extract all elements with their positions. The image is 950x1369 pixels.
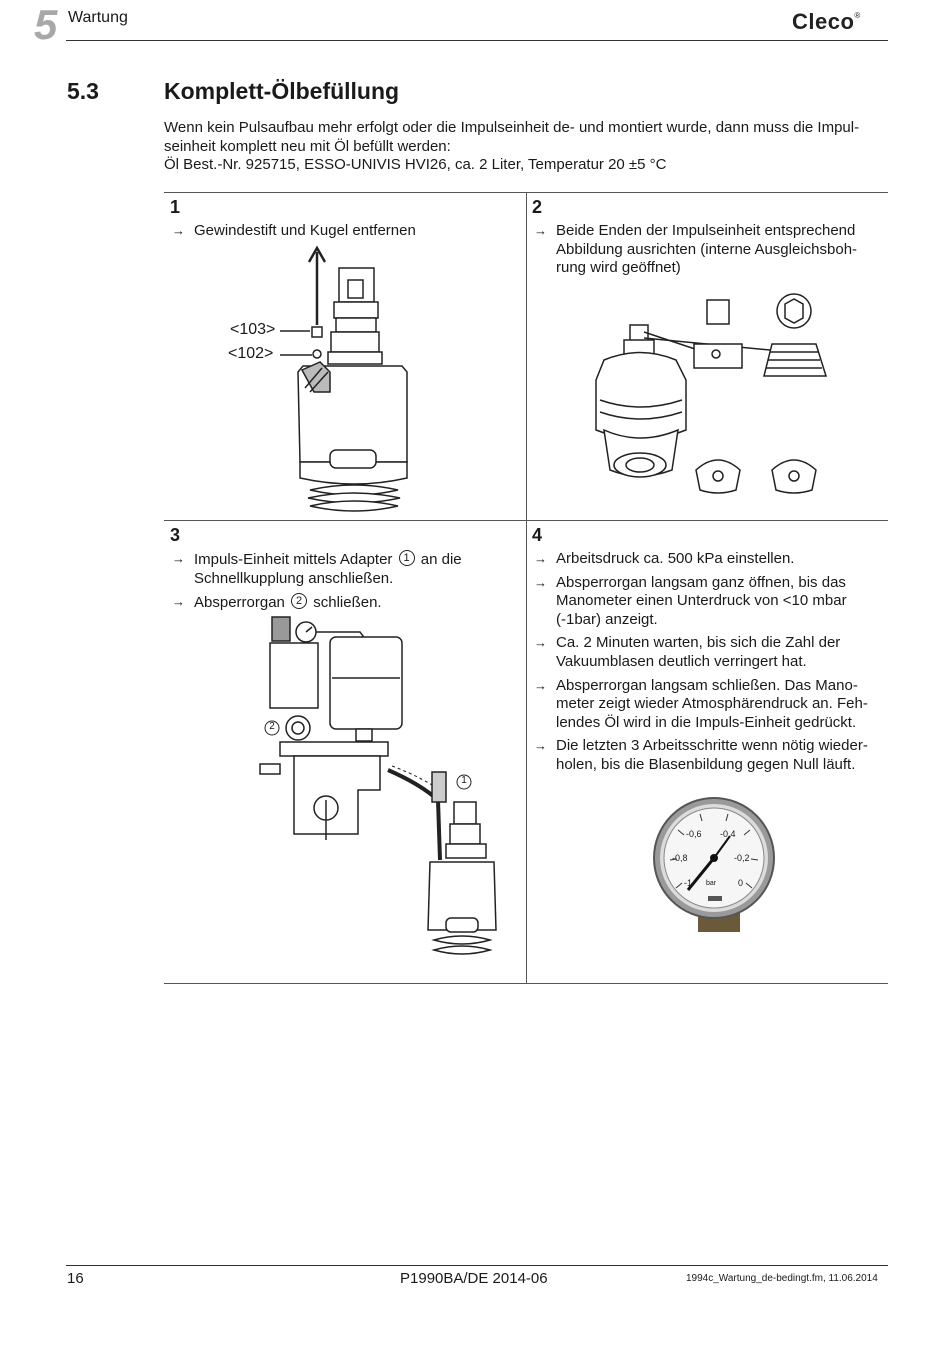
step-number-2: 2 bbox=[532, 197, 543, 217]
brand-mark: ® bbox=[854, 11, 861, 20]
arrow-icon: → bbox=[534, 551, 547, 566]
arrow-icon: → bbox=[534, 635, 547, 651]
document-id: P1990BA/DE 2014-06 bbox=[400, 1270, 548, 1287]
arrow-icon: → bbox=[534, 223, 547, 238]
marker-2-icon: 2 bbox=[291, 593, 307, 609]
arrow-icon: → bbox=[172, 551, 185, 566]
step-number-3: 3 bbox=[170, 525, 181, 545]
arrow-icon: → bbox=[172, 594, 185, 610]
chapter-title: Wartung bbox=[68, 9, 128, 26]
list-item: → Absperrorgan langsam schließen. Das Mano-meter zeigt wieder Atmosphärendruck an. Feh-lendes Öl wird in die Impuls-Einheit gedrückt. bbox=[534, 676, 868, 731]
arrow-icon: → bbox=[534, 574, 547, 590]
callout-1-label: 1 bbox=[461, 775, 467, 786]
section-title: Komplett-Ölbefüllung bbox=[164, 78, 400, 104]
arrow-icon: → bbox=[534, 738, 547, 754]
intro-line: seinheit komplett neu mit Öl befüllt werden: bbox=[164, 137, 451, 155]
arrow-icon: → bbox=[172, 223, 185, 238]
section-number: 5.3 bbox=[67, 78, 99, 104]
list-item: → Ca. 2 Minuten warten, bis sich die Zahl der Vakuumblasen deutlich verringert hat. bbox=[534, 634, 841, 670]
file-reference: 1994c_Wartung_de-bedingt.fm, 11.06.2014 bbox=[686, 1273, 878, 1284]
callout-2-label: 2 bbox=[269, 721, 275, 732]
gauge-tick-label: -0,6 bbox=[686, 829, 702, 839]
list-item: → Gewindestift und Kugel entfernen bbox=[172, 222, 416, 239]
label-103: <103> bbox=[230, 321, 276, 338]
gauge-tick-label: 0 bbox=[738, 878, 744, 888]
list-item: → Arbeitsdruck ca. 500 kPa einstellen. bbox=[534, 550, 795, 567]
gauge-tick-label: -1 bbox=[684, 878, 693, 888]
marker-1-icon: 1 bbox=[399, 550, 415, 566]
gauge-tick-label: -0,4 bbox=[720, 829, 736, 839]
step-number-4: 4 bbox=[532, 525, 543, 545]
arrow-icon: → bbox=[534, 677, 547, 693]
list-item: → Beide Enden der Impulseinheit entsprechend Abbildung ausrichten (interne Ausgleichsboh-rung wird geöffnet) bbox=[534, 222, 858, 277]
page-number: 16 bbox=[67, 1270, 84, 1287]
chapter-number: 5 bbox=[34, 1, 58, 48]
step-number-1: 1 bbox=[170, 197, 181, 217]
brand-name: Cleco bbox=[792, 9, 855, 34]
gauge-tick-label: -0,2 bbox=[734, 853, 750, 863]
footer-rule bbox=[66, 1265, 888, 1266]
intro-line: Öl Best.-Nr. 925715, ESSO-UNIVIS HVI26, ca. 2 Liter, Temperatur 20 ±5 °C bbox=[164, 156, 667, 173]
gauge-unit: bar bbox=[706, 880, 717, 887]
list-item: → Die letzten 3 Arbeitsschritte wenn nötig wieder-holen, bis die Blasenbildung gegen Null läuft. bbox=[534, 737, 868, 773]
list-item: → Absperrorgan 2 schließen. bbox=[172, 594, 382, 612]
intro-line: Wenn kein Pulsaufbau mehr erfolgt oder die Impulseinheit de- und montiert wurde, dann muss die Impul- bbox=[164, 119, 860, 136]
gauge-tick-label: -0,8 bbox=[672, 853, 688, 863]
label-102: <102> bbox=[228, 345, 274, 362]
list-item: → Absperrorgan langsam ganz öffnen, bis das Manometer einen Unterdruck von <10 mbar (-1bar) anzeigt. bbox=[534, 573, 847, 628]
list-item: → Impuls-Einheit mittels Adapter 1 an die Schnellkupplung anschließen. bbox=[172, 551, 462, 587]
